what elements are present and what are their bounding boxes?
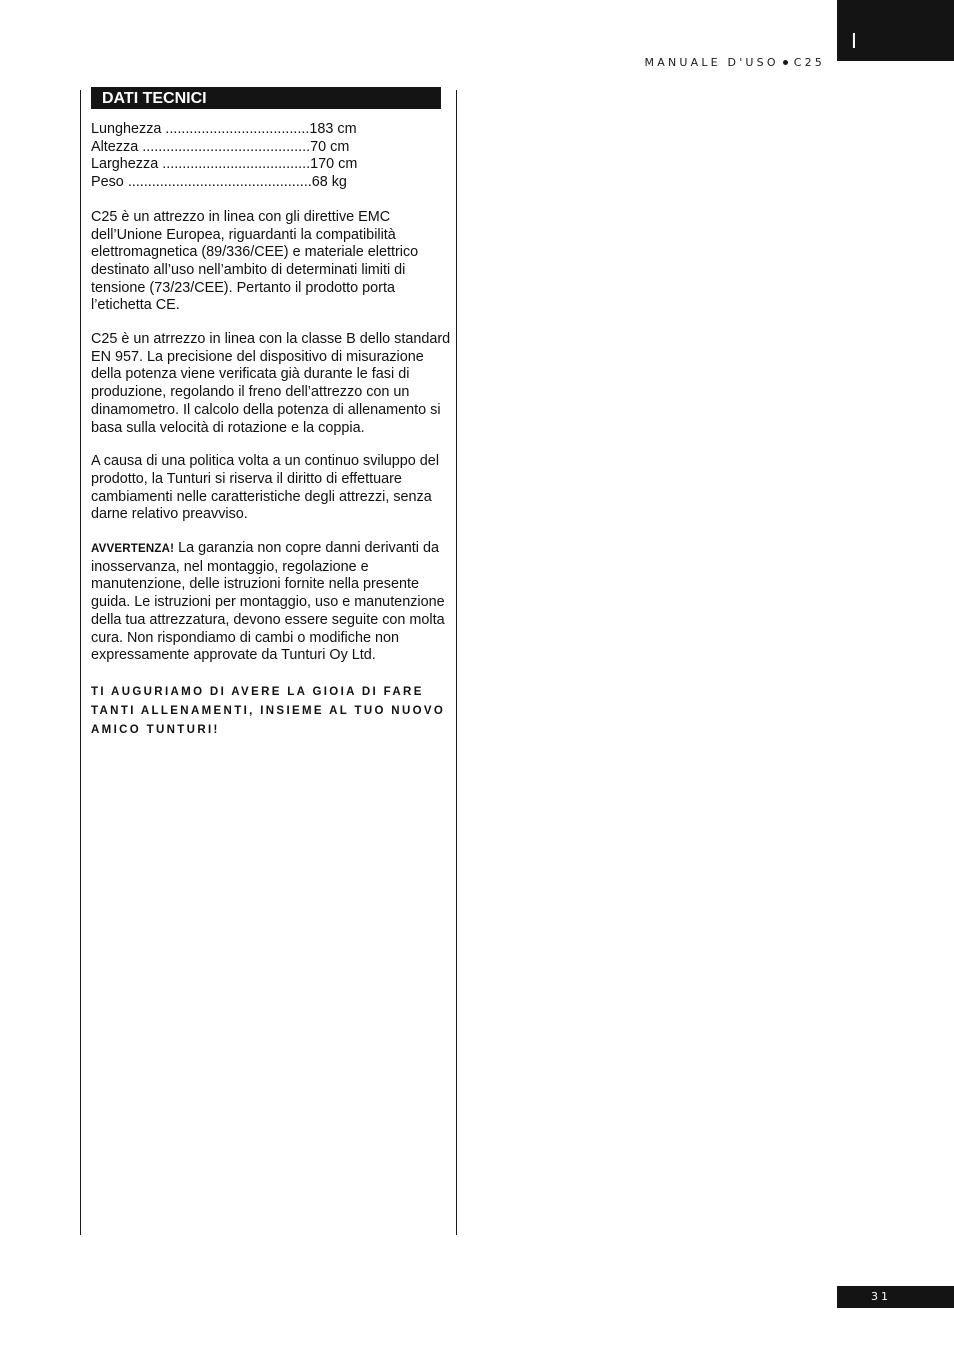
spec-leader: .................................... [165,121,310,137]
spec-value: 70 cm [310,138,350,155]
language-tab [837,0,954,61]
spec-value: 170 cm [310,156,358,173]
model-label: C25 [793,56,825,69]
warning-label: AVVERTENZA! [91,543,175,556]
left-column-rule [80,90,81,1235]
warning-paragraph [91,540,451,665]
spec-list [91,121,451,192]
spec-row-length [91,121,451,139]
page-number: 31 [871,1290,891,1303]
spec-row-weight [91,174,451,192]
class-b-paragraph: C25 è un atrrezzo in linea con la classe B dello standard EN 957. La precisione del dispositivo di misurazione della potenza viene verificata già durante le fasi di produzione, regolando il freno dell’attrezzo con un dinamometro. Il calcolo della potenza di allenamento si basa sulla velocità di rotazione e la coppia. [91,331,451,436]
spec-label: Peso [91,174,124,191]
spec-row-height [91,139,451,157]
section-title-bar [91,87,441,109]
page-number-tab [837,1286,954,1308]
spec-leader: ..................................... [162,156,311,173]
bullet-dot-icon [783,60,788,65]
main-content [91,121,451,756]
spec-label: Larghezza [91,156,159,173]
spec-label: Lunghezza [91,121,162,137]
manual-label: MANUALE D'USO [644,56,779,69]
closing-message: TI AUGURIAMO DI AVERE LA GIOIA DI FARE TANTI ALLENAMENTI, INSIEME AL TUO NUOVO AMICO TUNTURI! [91,685,446,736]
running-header [645,56,825,69]
spec-label: Altezza [91,138,139,155]
spec-value: 183 cm [309,121,357,137]
spec-row-width [91,156,451,174]
right-column-rule [456,90,457,1235]
warning-text: La garanzia non copre danni derivanti da inosservanza, nel montaggio, regolazione e manutenzione, delle istruzioni fornite nella presente guida. Le istruzioni per montaggio, uso e manutenzione della tua attrezzatura, devono essere seguite con molta cura. Non rispondiamo di cambi o modifiche non expressamente approvate da Tunturi Oy Ltd. [91,540,445,664]
spec-leader: .............................................. [127,174,312,191]
language-tab-letter: I [851,29,857,53]
emc-paragraph: C25 è un attrezzo in linea con gli direttive EMC dell’Unione Europea, riguardanti la compatibilità elettromagnetica (89/336/CEE) e materiale elettrico destinato all’uso nell’ambito di determinati limiti di tensione (73/23/CEE). Pertanto il prodotto porta l’etichetta CE. [91,208,419,314]
policy-paragraph: A causa di una politica volta a un continuo sviluppo del prodotto, la Tunturi si riserva il diritto di effettuare cambiamenti nelle caratteristiche degli attrezzi, senza darne relativo preavviso. [91,453,440,523]
spec-value: 68 kg [311,174,347,191]
spec-leader: .......................................... [142,138,311,155]
section-title: DATI TECNICI [102,90,207,107]
